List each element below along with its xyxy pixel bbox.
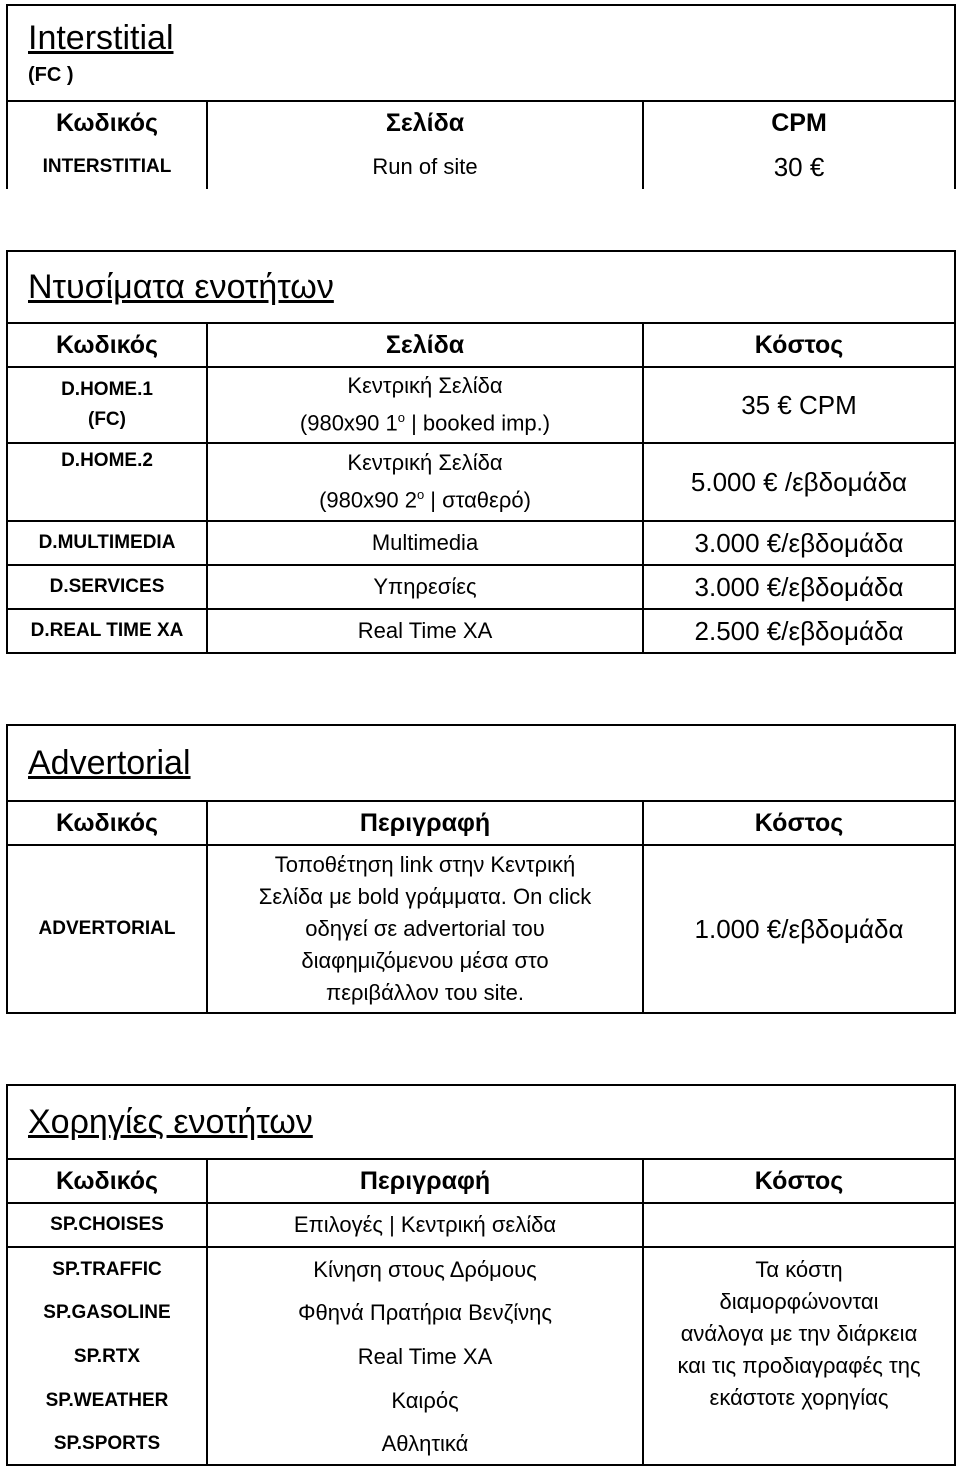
row-code: SP.WEATHER — [7, 1379, 207, 1423]
page-size-text: (980x90 2 — [319, 487, 417, 513]
table-row — [7, 845, 955, 1013]
description-line: οδηγεί σε advertorial του — [305, 916, 545, 941]
row-description: Κίνηση στους Δρόμους — [207, 1247, 643, 1291]
header-code: Κωδικός — [7, 323, 207, 367]
row-code — [7, 367, 207, 443]
page-position-sup: ο — [416, 487, 425, 503]
row-code: SP.RTX — [7, 1335, 207, 1379]
advertorial-code: ADVERTORIAL — [7, 845, 207, 1013]
advertorial-table — [6, 724, 956, 1014]
header-code: Κωδικός — [7, 801, 207, 845]
row-code: D.REAL TIME XA — [7, 609, 207, 653]
header-description: Περιγραφή — [207, 801, 643, 845]
row-page-line: Κεντρική Σελίδα — [347, 373, 503, 399]
row-page: Real Time XA — [207, 609, 643, 653]
interstitial-code: INTERSTITIAL — [7, 145, 207, 189]
table-row — [7, 565, 955, 609]
cost-line: Τα κόστη — [755, 1257, 843, 1282]
row-page: Υπηρεσίες — [207, 565, 643, 609]
page-type-text: | booked imp.) — [404, 410, 551, 436]
table-row — [7, 443, 955, 521]
row-description: Αθλητικά — [207, 1423, 643, 1465]
interstitial-table — [6, 4, 956, 189]
section-sizes-title-cell — [7, 251, 955, 323]
advertorial-description — [207, 845, 643, 1013]
header-cost: Κόστος — [643, 801, 955, 845]
row-description: Real Time XA — [207, 1335, 643, 1379]
row-cost: 2.500 €/εβδομάδα — [643, 609, 955, 653]
cost-line: διαμορφώνονται — [719, 1289, 879, 1314]
page-size-text: (980x90 1 — [299, 410, 398, 436]
interstitial-page: Run of site — [207, 145, 643, 189]
row-code: D.MULTIMEDIA — [7, 521, 207, 565]
advertorial-cost: 1.000 €/εβδομάδα — [643, 845, 955, 1013]
interstitial-cpm: 30 € — [643, 145, 955, 189]
interstitial-title: Interstitial — [28, 19, 174, 57]
advertorial-title-cell — [7, 725, 955, 801]
table-row — [7, 1203, 955, 1247]
row-description: Καιρός — [207, 1379, 643, 1423]
description-line: Σελίδα με bold γράμματα. On click — [258, 884, 592, 909]
sponsorships-cost — [643, 1247, 955, 1465]
row-cost: 3.000 €/εβδομάδα — [643, 565, 955, 609]
row-code: SP.GASOLINE — [7, 1291, 207, 1335]
description-line: διαφημιζόμενου μέσα στο — [301, 948, 549, 973]
header-page: Σελίδα — [207, 323, 643, 367]
cost-line: ανάλογα με την διάρκεια — [680, 1321, 918, 1346]
header-description: Περιγραφή — [207, 1159, 643, 1203]
description-line: περιβάλλον του site. — [326, 980, 524, 1005]
row-description: Φθηνά Πρατήρια Βενζίνης — [207, 1291, 643, 1335]
row-cost-empty — [643, 1203, 955, 1247]
row-code: SP.SPORTS — [7, 1423, 207, 1465]
advertorial-title: Advertorial — [28, 744, 191, 782]
row-code-line: D.HOME.1 — [61, 379, 153, 400]
cost-line: και τις προδιαγραφές της — [677, 1353, 921, 1378]
header-cost: Κόστος — [643, 323, 955, 367]
cost-line: εκάστοτε χορηγίας — [709, 1385, 889, 1410]
sponsorships-table — [6, 1084, 956, 1466]
row-page — [207, 367, 643, 443]
row-description: Επιλογές | Κεντρική σελίδα — [207, 1203, 643, 1247]
table-row — [7, 521, 955, 565]
interstitial-title-cell — [7, 5, 955, 101]
row-code: SP.CHOISES — [7, 1203, 207, 1247]
description-line: Τοποθέτηση link στην Κεντρική — [274, 852, 576, 877]
row-code: D.HOME.2 — [7, 443, 207, 521]
row-page-line — [208, 479, 642, 516]
interstitial-subtitle: (FC ) — [28, 64, 74, 86]
row-page: Multimedia — [207, 521, 643, 565]
row-page — [207, 443, 643, 521]
row-page-line — [208, 402, 642, 439]
row-code: SP.TRAFFIC — [7, 1247, 207, 1291]
section-sizes-table — [6, 250, 956, 654]
header-code: Κωδικός — [7, 1159, 207, 1203]
row-cost: 35 € CPM — [643, 367, 955, 443]
sponsorships-title-cell — [7, 1085, 955, 1159]
row-code-line: (FC) — [88, 409, 126, 430]
header-cost: Κόστος — [643, 1159, 955, 1203]
page-type-text: | σταθερό) — [424, 487, 531, 513]
section-sizes-title: Ντυσίματα ενοτήτων — [28, 268, 334, 306]
page-position-sup: ο — [397, 410, 405, 426]
sponsorships-title: Χορηγίες ενοτήτων — [28, 1103, 313, 1141]
header-page: Σελίδα — [207, 101, 643, 145]
row-code: D.SERVICES — [7, 565, 207, 609]
header-code: Κωδικός — [7, 101, 207, 145]
table-row — [7, 609, 955, 653]
row-page-line: Κεντρική Σελίδα — [347, 450, 503, 476]
header-cpm: CPM — [643, 101, 955, 145]
row-cost: 3.000 €/εβδομάδα — [643, 521, 955, 565]
table-row — [7, 1247, 955, 1291]
table-row — [7, 367, 955, 443]
row-cost: 5.000 € /εβδομάδα — [643, 443, 955, 521]
